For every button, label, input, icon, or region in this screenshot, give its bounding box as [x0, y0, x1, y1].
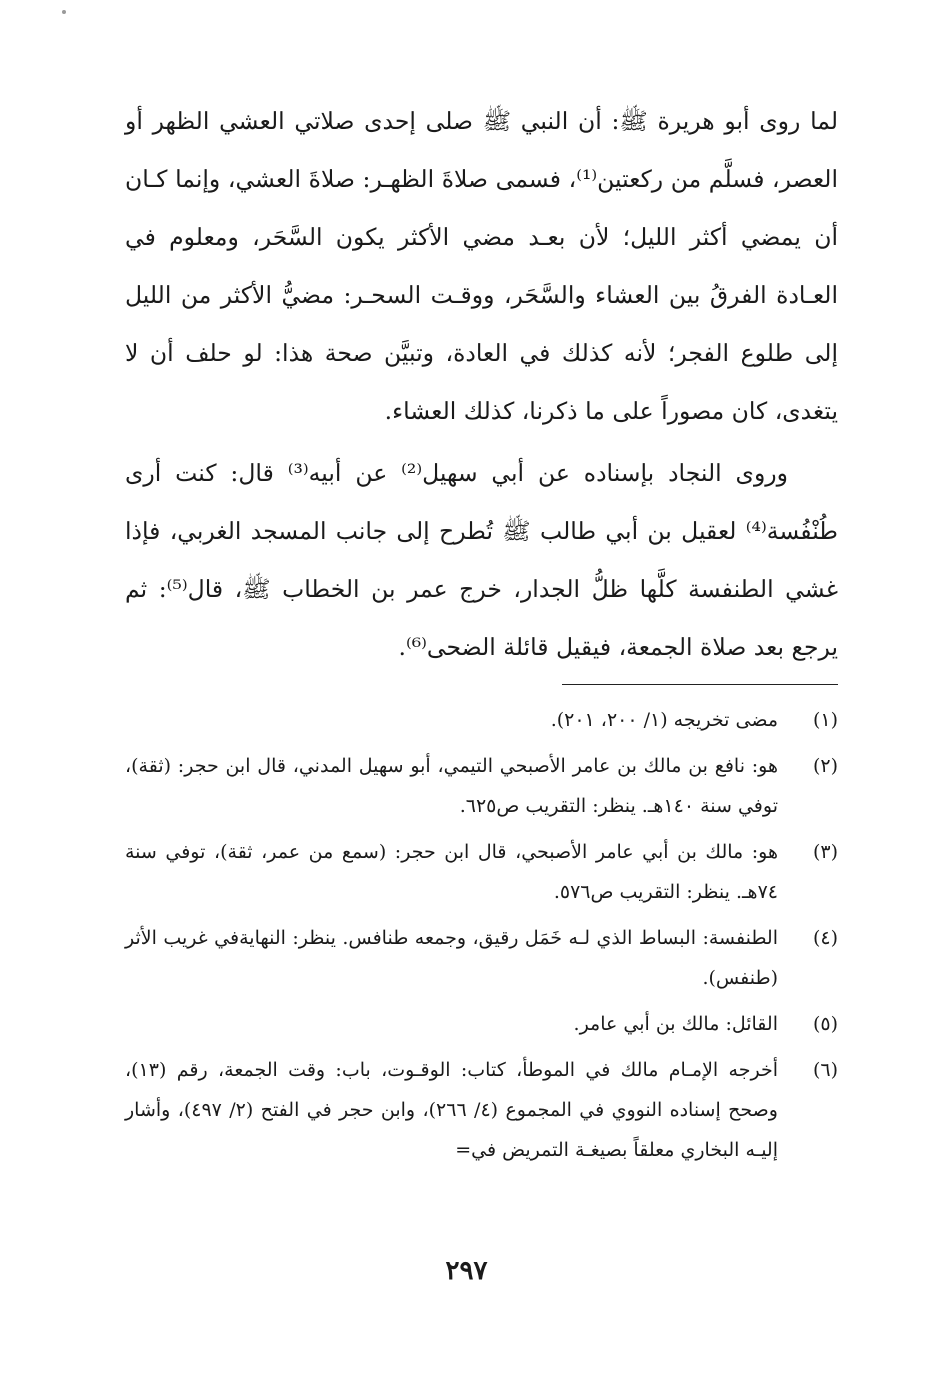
- footnote-number: (١): [812, 709, 838, 731]
- footnote-text: هو: مالك بن أبي عامر الأصبحي، قال ابن حجر: (سمع من عمر، ثقة)، توفي سنة ٧٤هـ. ينظر: التقريب ص٥٧٦.: [125, 841, 778, 903]
- footnote-1: [125, 700, 838, 740]
- footnote-text: الطنفسة: البساط الذي لـه خَمَل رقيق، وجمعه طنافس. ينظر: النهايةفي غريب الأثر (طنفس).: [125, 927, 778, 989]
- main-text: [125, 92, 838, 676]
- footnote-5: [125, 1004, 838, 1044]
- footnote-number: (٢): [812, 755, 838, 777]
- footnote-3: [125, 832, 838, 912]
- footnote-4: [125, 918, 838, 998]
- footnote-number: (٥): [812, 1013, 838, 1035]
- paragraph-2: وروى النجاد بإسناده عن أبي سهيل⁽²⁾ عن أبيه⁽³⁾ قال: كنت أرى طُنْفُسة⁽⁴⁾ لعقيل بن أبي طالب ﷺ تُطرح إلى جانب المسجد الغربي، فإذا غشي الطنفسة كلَّها ظلُّ الجدار، خرج عمر بن الخطاب ﷺ، قال⁽⁵⁾: ثم يرجع بعد صلاة الجمعة، فيقيل قائلة الضحى⁽⁶⁾.: [125, 459, 839, 661]
- footnote-text: أخرجه الإمـام مالك في الموطأ، كتاب: الوقـوت، باب: وقت الجمعة، رقم (١٣)، وصحح إسناده النووي في المجموع (٤/ ٢٦٦)، وابن حجر في الفتح (٢/ ٤٩٧)، وأشار إليـه البخاري معلقاً بصيغـة التمريض في=: [125, 1059, 778, 1161]
- footnote-text: القائل: مالك بن أبي عامر.: [573, 1013, 778, 1035]
- page-number: ٢٩٧: [445, 1256, 488, 1286]
- paragraph-1: لما روى أبو هريرة ﷺ: أن النبي ﷺ صلى إحدى صلاتي العشي الظهر أو العصر، فسلَّم من ركعتين⁽¹⁾، فسمى صلاةَ الظهـر: صلاةَ العشي، وإنما كـان أن يمضي أكثر الليل؛ لأن بعـد مضي الأكثر يكون السَّحَر، ومعلوم في العـادة الفرقُ بين العشاء والسَّحَر، ووقـت السحـر: مضيُّ الأكثر من الليل إلى طلوع الفجر؛ لأنه كذلك في العادة، وتبيَّن صحة هذا: لو حلف أن لا يتغدى، كان مصوراً على ما ذكرنا، كذلك العشاء.: [125, 107, 838, 425]
- footnotes-section: [125, 700, 838, 1176]
- footnote-number: (٤): [812, 927, 838, 949]
- footnote-divider: [562, 684, 838, 685]
- footnote-text: هو: نافع بن مالك بن عامر الأصبحي التيمي، أبو سهيل المدني، قال ابن حجر: (ثقة)، توفي سنة ١٤٠هـ. ينظر: التقريب ص٦٢٥.: [125, 755, 778, 817]
- footnote-number: (٣): [812, 841, 838, 863]
- scan-mark: [62, 10, 66, 14]
- footnote-number: (٦): [812, 1059, 838, 1081]
- footnote-6: [125, 1050, 838, 1170]
- footnote-text: مضى تخريجه (١/ ٢٠٠، ٢٠١).: [550, 709, 778, 731]
- footnote-2: [125, 746, 838, 826]
